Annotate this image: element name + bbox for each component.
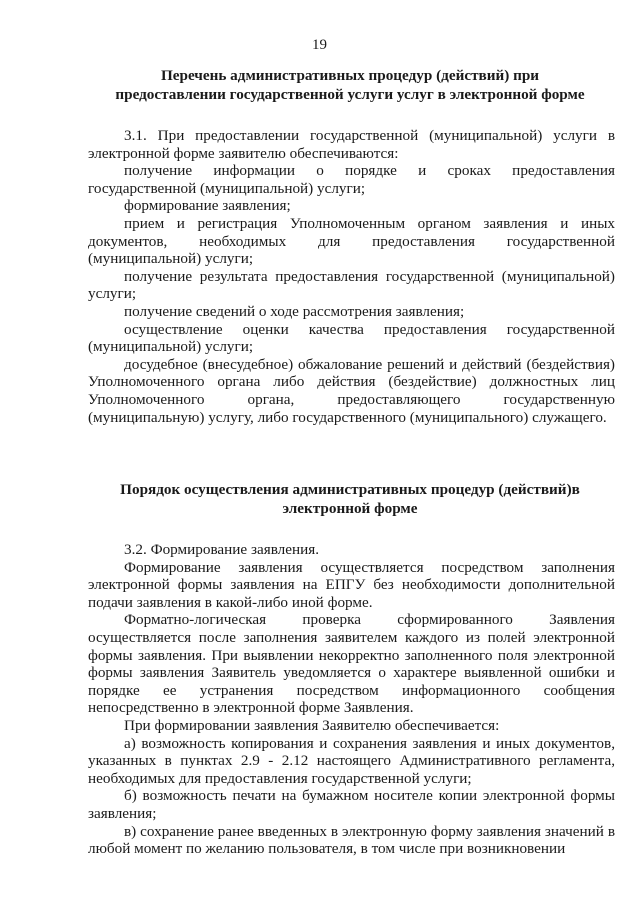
list-item: получение информации о порядке и сроках предоставления государственной (муниципальной) услуги; (88, 162, 615, 197)
section-heading-procedures-list (90, 66, 610, 104)
page-number: 19 (312, 37, 327, 53)
list-item: досудебное (внесудебное) обжалование решений и действий (бездействия) Уполномоченного органа либо действия (бездействие) должностных лиц Уполномоченного органа, предоставляющего государственную (муниципальную) услугу, либо государственного (муниципального) служащего. (88, 355, 615, 426)
list-item: осуществление оценки качества предоставления государственной (муниципальной) услуги; (88, 320, 615, 356)
paragraph: 3.1. При предоставлении государственной (муниципальной) услуги в электронной форме заявителю обеспечиваются: (88, 127, 615, 162)
list-item: б) возможность печати на бумажном носителе копии электронной формы заявления; (88, 787, 615, 822)
section-3-2 (88, 541, 615, 858)
list-item: прием и регистрация Уполномоченным органом заявления и иных документов, необходимых для предоставления государственной (муниципальной) услуги; (88, 214, 615, 268)
list-item: а) возможность копирования и сохранения заявления и иных документов, указанных в пунктах 2.9 - 2.12 настоящего Административного регламента, необходимых для предоставления государственной услуги; (88, 734, 615, 787)
section-3-1 (88, 127, 615, 426)
list-item: получение результата предоставления государственной (муниципальной) услуги; (88, 267, 615, 303)
paragraph: 3.2. Формирование заявления. (124, 541, 320, 558)
heading-line: Порядок осуществления административных процедур (действий)в (120, 481, 580, 498)
list-item: получение сведений о ходе рассмотрения заявления; (124, 302, 465, 320)
heading-line: электронной форме (282, 500, 418, 517)
paragraph: При формировании заявления Заявителю обеспечивается: (124, 716, 500, 734)
section-heading-procedures-order (90, 480, 610, 518)
list-item: в) сохранение ранее введенных в электронную форму заявления значений в любой момент по желанию пользователя, в том числе при возникновении (88, 822, 615, 858)
paragraph: Формирование заявления осуществляется посредством заполнения электронной формы заявления на ЕПГУ без необходимости дополнительной подачи заявления в какой-либо иной форме. (88, 558, 615, 611)
list-item: формирование заявления; (124, 197, 291, 215)
paragraph: Форматно-логическая проверка сформированного Заявления осуществляется после заполнения заявителем каждого из полей электронной формы заявления. При выявлении некорректно заполненного поля электронной формы заявления Заявитель уведомляется о характере выявленной ошибки и порядке ее устранения посредством информационного сообщения непосредственно в электронной форме Заявления. (88, 611, 615, 717)
heading-line: Перечень административных процедур (действий) при (160, 67, 540, 84)
heading-line: предоставлении государственной услуги услуг в электронной форме (115, 86, 585, 103)
